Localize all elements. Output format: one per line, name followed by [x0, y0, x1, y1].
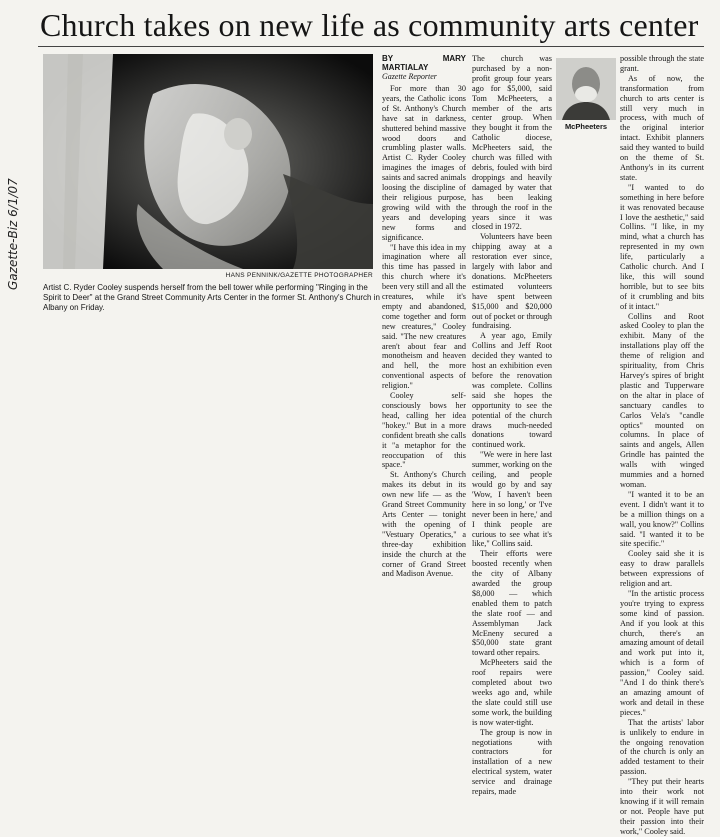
paragraph: "We were in here last summer, working on the ceiling, and people would go by and say 'Wow, I haven't been here in so long,' or 'I've never been in here,' and I think people are curious to see what it's like," Collins said. [472, 450, 552, 549]
paragraph: Cooley self-consciously bows her head, calling her idea "hokey." But in a more confident breath she calls it "a metaphor for the reoccupation of this space." [382, 391, 466, 470]
performance-photo-image [43, 54, 373, 269]
byline: BY MARY MARTIALAY [382, 54, 466, 72]
paragraph: A year ago, Emily Collins and Jeff Root decided they wanted to host an exhibition even before the renovation was complete. Collins said she hopes the opportunity to see the potential of the church draws much-needed donations toward continued work. [472, 331, 552, 450]
article-column-1 [382, 54, 466, 579]
paragraph: "They put their hearts into their work not knowing if it will remain or not. People have put their passion into their work," Cooley said. [620, 777, 704, 836]
headline-rule [38, 46, 704, 47]
paragraph: "In the artistic process you're trying to express some kind of passion. And if you look at this church, there's an amazing amount of detail and work put into it, which is a form of passion," Cooley said. "And I do think there's an amazing amount of work and detail in these pieces." [620, 588, 704, 717]
photo-caption: Artist C. Ryder Cooley suspends herself from the bell tower while performing "Ringing in the Spirit to Deer" at the Grand Street Community Arts Center in the former St. Anthony's Church in Albany on Friday. [43, 283, 380, 312]
headline: Church takes on new life as community arts center [40, 7, 699, 43]
paragraph: Cooley said she it is easy to draw parallels between expressions of religion and art. [620, 549, 704, 589]
article-column-3 [620, 54, 704, 837]
paragraph: St. Anthony's Church makes its debut in its own new life — as the Grand Street Community Arts Center — tonight with the opening of "Vestuary Operatics," a three-day exhibition inside the church at the corner of Grand Street and Madison Avenue. [382, 470, 466, 579]
paragraph: As of now, the transformation from church to arts center is still very much in process, with much of the original interior intact. Exhibit planners said they wanted to build on the theme of St. Anthony's in its current state. [620, 73, 704, 182]
paragraph: Volunteers have been chipping away at a restoration ever since, largely with labor and donations. McPheeters estimated volunteers have spent between $15,000 and $20,000 out of pocket or through fundraising. [472, 232, 552, 331]
paragraph: Collins and Root asked Cooley to plan the exhibit. Many of the installations play off the theme of religion and spirituality, from Chris Harvey's spires of bright plastic and Tupperware on the altar in place of sanctuary candles to Carlos Vela's "candle optics" mounted on columns. In place of saints and angels, Allen Grindle has painted the walls with winged mummies and a horned woman. [620, 311, 704, 489]
performance-photo [43, 54, 373, 269]
paragraph: "I wanted it to be an event. I didn't want it to be a million things on a wall, you know?" Collins said. "I wanted it to be site specific." [620, 489, 704, 549]
article-column-2 [472, 54, 552, 797]
paragraph: McPheeters said the roof repairs were completed about two weeks ago and, while the slate could still use some work, the building is now water-tight. [472, 658, 552, 727]
paragraph: possible through the state grant. [620, 54, 704, 73]
paragraph: "I wanted to do something in here before it was renovated because I love the aesthetic," said Collins. "I like, in my mind, what a church has represented in my own life, particularly a Catholic church. And I like, this will sound horrible, but to see bits of it crumbling and bits of it intact." [620, 182, 704, 311]
paragraph: That the artists' labor is unlikely to endure in the ongoing renovation of the church is only an added testament to their passion. [620, 717, 704, 777]
handwritten-date-note: Gazette-Biz 6/1/07 [6, 178, 20, 290]
paragraph: "I have this idea in my imagination where all this time has passed in this church where it's been very still and all the creatures, while it's empty and abandoned, come together and form new creatures," Cooley said. "The new creatures aren't about fear and monotheism and heaven and hell, the more conventional aspects of religion." [382, 242, 466, 391]
mugshot-image [556, 58, 616, 120]
byline-affiliation: Gazette Reporter [382, 72, 437, 81]
mugshot-label: McPheeters [564, 122, 608, 131]
photo-credit: HANS PENNINK/GAZETTE PHOTOGRAPHER [225, 272, 373, 279]
paragraph: For more than 30 years, the Catholic icons of St. Anthony's Church have sat in darkness, shuttered behind massive wood doors and crumbling plaster walls. Artist C. Ryder Cooley imagines the images of saints and sacred animals loosing the discipline of their religious purpose, growing wild with the years and developing new forms and significance. [382, 84, 466, 242]
paragraph: Their efforts were boosted recently when the city of Albany awarded the group $8,000 — which enabled them to patch the slate roof — and Assemblyman Jack McEneny secured a $50,000 state grant toward other repairs. [472, 549, 552, 658]
paragraph: The church was purchased by a non-profit group four years ago for $5,000, said Tom McPheeters, a member of the arts center group. When they bought it from the Catholic diocese, McPheeters said, the church was filled with debris, fouled with bird droppings and heavily damaged by water that has been leaking through the roof in the years since it was closed in 1972. [472, 54, 552, 232]
paragraph: The group is now in negotiations with contractors for installation of a new electrical system, water service and drainage repairs, made [472, 727, 552, 797]
mugshot-photo [556, 58, 616, 120]
